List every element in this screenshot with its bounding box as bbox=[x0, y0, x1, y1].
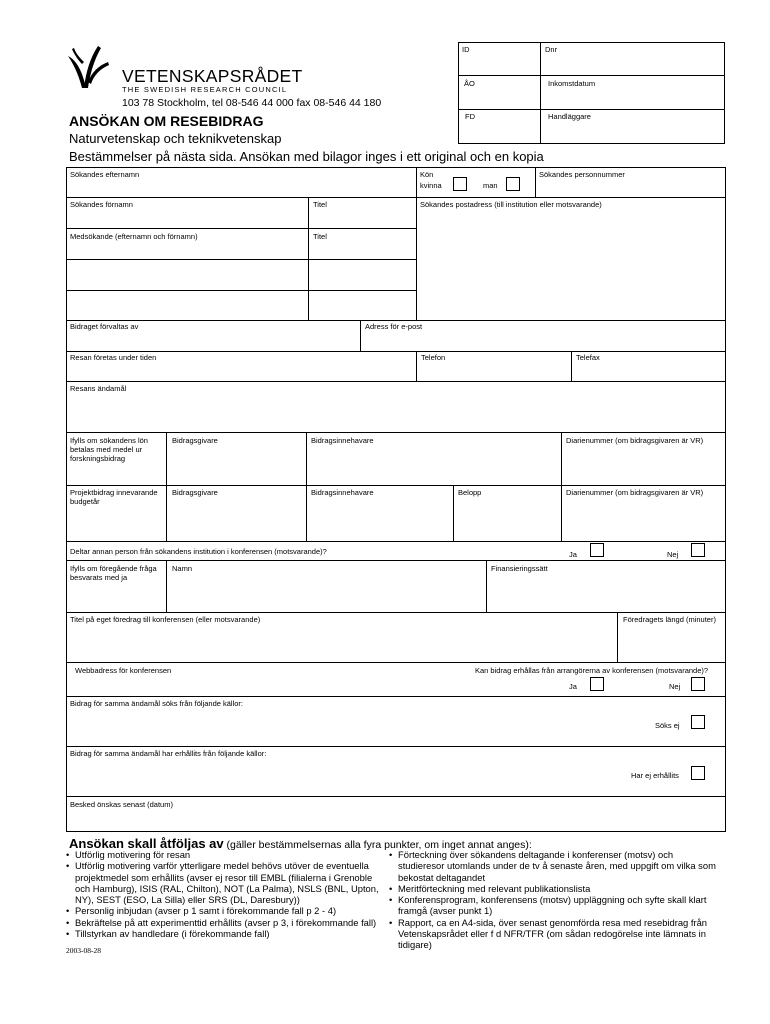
titel-label: Titel bbox=[313, 200, 327, 209]
namn-label: Namn bbox=[172, 564, 193, 573]
form-instruction: Bestämmelser på nästa sida. Ansökan med bilagor inges i ett original och en kopia bbox=[69, 149, 544, 164]
postadress-field[interactable] bbox=[417, 210, 725, 319]
projektbidrag-label: Projektbidrag innevarande budgetår bbox=[70, 488, 158, 506]
tiden-field[interactable] bbox=[67, 363, 415, 380]
office-fd-label: FD bbox=[465, 112, 475, 121]
form-title: ANSÖKAN OM RESEBIDRAG bbox=[69, 113, 264, 129]
requirement-item: • Förteckning över sökandens deltagande i konferenser (motsv) och studieresor utomlands under de tv å senaste åren, med uppgift om vilka som bekostat deltagandet bbox=[387, 849, 717, 883]
medsokande-field[interactable] bbox=[67, 242, 307, 319]
personnummer-field[interactable] bbox=[536, 180, 725, 196]
webbadress-field[interactable] bbox=[67, 676, 467, 695]
kvinna-checkbox[interactable] bbox=[453, 177, 467, 191]
belopp-label: Belopp bbox=[458, 488, 482, 497]
fornamn-label: Sökandes förnamn bbox=[70, 200, 133, 209]
requirement-item: • Utförlig motivering för resan bbox=[64, 849, 384, 860]
titel-field[interactable] bbox=[309, 210, 415, 227]
erhallits-fran-label: Bidrag för samma ändamål har erhållits från följande källor: bbox=[70, 749, 267, 758]
namn-field[interactable] bbox=[167, 574, 485, 611]
office-handlaggare-label: Handläggare bbox=[548, 112, 591, 121]
efternamn-label: Sökandes efternamn bbox=[70, 170, 140, 179]
fornamn-field[interactable] bbox=[67, 210, 307, 227]
arrangorerna-ja-label: Ja bbox=[569, 682, 577, 691]
efternamn-field[interactable] bbox=[67, 180, 415, 196]
requirements-heading: Ansökan skall åtföljas av bbox=[69, 836, 224, 851]
besked-field[interactable] bbox=[67, 810, 725, 831]
epost-field[interactable] bbox=[361, 332, 725, 350]
epost-label: Adress för e-post bbox=[365, 322, 423, 331]
medsokande-label: Medsökande (efternamn och förnamn) bbox=[70, 232, 198, 241]
andamal-field[interactable] bbox=[67, 394, 725, 431]
requirements-note: (gäller bestämmelsernas alla fyra punkter, om inget annat anges): bbox=[223, 839, 532, 851]
deltar-label: Deltar annan person från sökandens institution i konferensen (motsvarande)? bbox=[70, 547, 327, 556]
tiden-label: Resan företas under tiden bbox=[70, 353, 157, 362]
diarienummer2-label: Diarienummer (om bidragsgivaren är VR) bbox=[566, 488, 704, 497]
soks-fran-label: Bidrag för samma ändamål söks från följande källor: bbox=[70, 699, 243, 708]
office-id-label: ID bbox=[462, 45, 470, 54]
org-subtitle: THE SWEDISH RESEARCH COUNCIL bbox=[122, 85, 288, 94]
deltar-ja-checkbox[interactable] bbox=[590, 543, 604, 557]
besked-label: Besked önskas senast (datum) bbox=[70, 800, 173, 809]
har-ej-label: Har ej erhållits bbox=[631, 771, 679, 780]
foredrag-langd-label: Föredragets längd (minuter) bbox=[623, 615, 716, 624]
bidragsinnehavare2-field[interactable] bbox=[307, 498, 452, 540]
soks-ej-label: Söks ej bbox=[655, 721, 680, 730]
vr-logo-icon bbox=[66, 42, 110, 92]
form-date: 2003-08-28 bbox=[66, 946, 101, 955]
andamal-label: Resans ändamål bbox=[70, 384, 127, 393]
office-ao-label: ÅO bbox=[464, 79, 475, 88]
bidragsgivare-field[interactable] bbox=[167, 446, 305, 484]
arrangorerna-nej-label: Nej bbox=[669, 682, 681, 691]
soks-ej-checkbox[interactable] bbox=[691, 715, 705, 729]
telefon-label: Telefon bbox=[421, 353, 446, 362]
requirement-item: • Utförlig motivering varför ytterligare medel behövs utöver de eventuella projektmedel som erhållits (avser ej resor till EMBL (filialerna i Grenoble och Hamburg), ISIS (RAL, Chilton), NOT (La Palma), NSLS (BNL, Upton, NY), SEST (ESO, La Silla) eller SRS (DL, Daresbury)) bbox=[64, 860, 384, 905]
erhallits-fran-field[interactable] bbox=[67, 759, 627, 795]
kon-label: Kön bbox=[420, 170, 434, 179]
kvinna-label: kvinna bbox=[420, 181, 442, 190]
bidragsgivare-label: Bidragsgivare bbox=[172, 436, 218, 445]
soks-fran-field[interactable] bbox=[67, 709, 647, 745]
form-subtitle: Naturvetenskap och teknikvetenskap bbox=[69, 131, 282, 146]
belopp-field[interactable] bbox=[454, 498, 560, 540]
personnummer-label: Sökandes personnummer bbox=[539, 170, 625, 179]
finansiering-field[interactable] bbox=[487, 574, 725, 611]
finansiering-label: Finansieringssätt bbox=[491, 564, 548, 573]
telefax-field[interactable] bbox=[572, 363, 725, 380]
foredrag-titel-label: Titel på eget föredrag till konferensen (eller motsvarande) bbox=[70, 615, 261, 624]
foregaende-label: Ifylls om föregående fråga besvarats med ja bbox=[70, 564, 157, 582]
titel2-label: Titel bbox=[313, 232, 327, 241]
foredrag-langd-field[interactable] bbox=[618, 625, 725, 661]
requirement-item: • Konferensprogram, konferensens (motsv) uppläggning och syfte skall klart framgå (avser punkt 1) bbox=[387, 894, 717, 917]
telefon-field[interactable] bbox=[417, 363, 570, 380]
office-dnr-label: Dnr bbox=[545, 45, 558, 54]
bidragsinnehavare-field[interactable] bbox=[307, 446, 560, 484]
deltar-nej-label: Nej bbox=[667, 550, 679, 559]
requirement-item: • Meritförteckning med relevant publikationslista bbox=[387, 883, 717, 894]
har-ej-checkbox[interactable] bbox=[691, 766, 705, 780]
bidragsgivare2-label: Bidragsgivare bbox=[172, 488, 218, 497]
requirement-item: • Rapport, ca en A4-sida, över senast genomförda resa med resebidrag från Vetenskapsrådet eller f d NFR/TFR (om sådan redogörelse inte lämnats in tidigare) bbox=[387, 917, 717, 951]
org-name: VETENSKAPSRÅDET bbox=[122, 66, 303, 86]
man-label: man bbox=[483, 181, 498, 190]
postadress-label: Sökandes postadress (till institution eller motsvarande) bbox=[420, 200, 602, 209]
deltar-nej-checkbox[interactable] bbox=[691, 543, 705, 557]
man-checkbox[interactable] bbox=[506, 177, 520, 191]
lon-label: Ifylls om sökandens lön betalas med medel ur forskningsbidrag bbox=[70, 436, 148, 463]
telefax-label: Telefax bbox=[576, 353, 600, 362]
requirement-item: • Personlig inbjudan (avser p 1 samt i förekommande fall p 2 - 4) bbox=[64, 905, 384, 916]
requirement-item: • Tillstyrkan av handledare (i förekommande fall) bbox=[64, 928, 384, 939]
arrangorerna-label: Kan bidrag erhållas från arrangörerna av konferensen (motsvarande)? bbox=[475, 666, 709, 675]
org-address: 103 78 Stockholm, tel 08-546 44 000 fax 08-546 44 180 bbox=[122, 97, 382, 109]
arrangorerna-nej-checkbox[interactable] bbox=[691, 677, 705, 691]
requirements-right-list bbox=[387, 849, 717, 951]
diarienummer-label: Diarienummer (om bidragsgivaren är VR) bbox=[566, 436, 704, 445]
diarienummer2-field[interactable] bbox=[562, 498, 725, 540]
arrangorerna-ja-checkbox[interactable] bbox=[590, 677, 604, 691]
titel2-field[interactable] bbox=[309, 242, 415, 319]
diarienummer-field[interactable] bbox=[562, 446, 725, 484]
office-inkomstdatum-label: Inkomstdatum bbox=[548, 79, 596, 88]
bidragsgivare2-field[interactable] bbox=[167, 498, 305, 540]
forvaltas-label: Bidraget förvaltas av bbox=[70, 322, 139, 331]
office-use-box bbox=[458, 42, 725, 144]
webbadress-label: Webbadress för konferensen bbox=[75, 666, 172, 675]
foredrag-titel-field[interactable] bbox=[67, 625, 616, 661]
bidragsinnehavare2-label: Bidragsinnehavare bbox=[311, 488, 374, 497]
requirement-item: • Bekräftelse på att experimenttid erhållits (avser p 3, i förekommande fall) bbox=[64, 917, 384, 928]
bidragsinnehavare-label: Bidragsinnehavare bbox=[311, 436, 374, 445]
forvaltas-field[interactable] bbox=[67, 332, 359, 350]
requirements-left-list bbox=[64, 849, 384, 939]
deltar-ja-label: Ja bbox=[569, 550, 577, 559]
